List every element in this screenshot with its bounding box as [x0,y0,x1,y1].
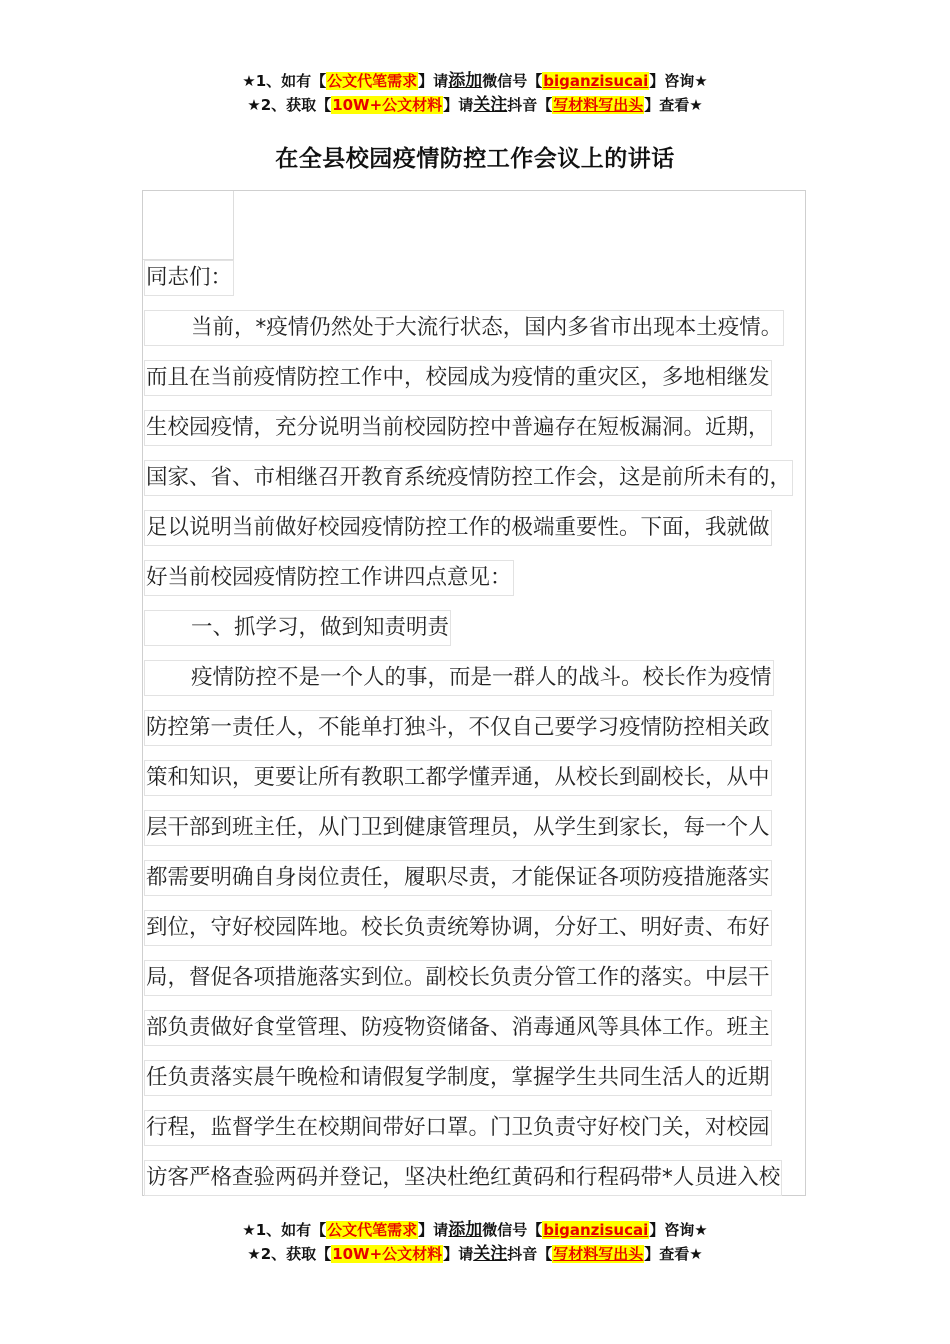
paragraph-line: 足以说明当前做好校园疫情防控工作的极端重要性。下面，我就做 [144,510,772,546]
text-line [144,1160,806,1210]
text-line [144,610,806,660]
footer-ad-highlight-materials: 10W+公文材料 [332,1245,443,1263]
text-line [144,460,806,510]
paragraph-line: 到位，守好校园阵地。校长负责统筹协调，分好工、明好责、布好 [144,910,772,946]
header-ad-wechat-id: biganzisucai [543,72,649,90]
header-ad-highlight-service: 公文代笔需求 [327,72,418,90]
paragraph-line: 访客严格查验两码并登记，坚决杜绝红黄码和行程码带*人员进入校 [144,1160,782,1196]
paragraph-line: 而且在当前疫情防控工作中，校园成为疫情的重灾区，多地相继发 [144,360,772,396]
header-ad-emphasis: 添加 [448,71,483,91]
text-line [144,810,806,860]
footer-ad-line-1 [0,1218,950,1242]
header-ad-text: 】请 [418,72,449,90]
paragraph-line: 国家、省、市相继召开教育系统疫情防控工作会，这是前所未有的， [144,460,793,496]
header-ad-highlight-materials: 10W+公文材料 [332,96,443,114]
text-line [144,860,806,910]
footer-ad-text: 微信号【 [482,1221,543,1239]
footer-ad-text: 】请 [443,1245,474,1263]
footer-ad-banner [0,1218,950,1266]
text-line [144,1060,806,1110]
footer-ad-line-2 [0,1242,950,1266]
text-line [144,760,806,810]
header-ad-text: 抖音【 [507,96,553,114]
footer-ad-text: ★1、如有【 [242,1221,327,1239]
text-line [144,410,806,460]
header-ad-text: ★2、获取【 [247,96,332,114]
footer-ad-emphasis: 添加 [448,1220,483,1240]
paragraph-line: 疫情防控不是一个人的事，而是一群人的战斗。校长作为疫情 [144,660,774,696]
paragraph-line: 任负责落实晨午晚检和请假复学制度，掌握学生共同生活人的近期 [144,1060,772,1096]
paragraph-line: 防控第一责任人，不能单打独斗，不仅自己要学习疫情防控相关政 [144,710,772,746]
header-ad-text: 】咨询★ [649,72,708,90]
paragraph-line: 部负责做好食堂管理、防疫物资储备、消毒通风等具体工作。班主 [144,1010,772,1046]
text-line [144,560,806,610]
header-ad-text: 微信号【 [482,72,543,90]
paragraph-line: 都需要明确自身岗位责任，履职尽责，才能保证各项防疫措施落实 [144,860,772,896]
text-line [144,1010,806,1060]
header-ad-text: 】请 [443,96,474,114]
paragraph-line: 当前，*疫情仍然处于大流行状态，国内多省市出现本土疫情。 [144,310,784,346]
footer-ad-text: 】咨询★ [649,1221,708,1239]
document-body [144,260,806,1210]
text-line [144,260,806,310]
footer-ad-text: ★2、获取【 [247,1245,332,1263]
header-ad-line-1 [0,69,950,93]
text-line [144,1110,806,1160]
paragraph-line: 层干部到班主任，从门卫到健康管理员，从学生到家长，每一个人 [144,810,772,846]
header-ad-douyin-account: 写材料写出头 [553,96,644,114]
header-ad-banner [0,69,950,117]
paragraph-line: 行程，监督学生在校期间带好口罩。门卫负责守好校门关，对校园 [144,1110,772,1146]
footer-ad-douyin-account: 写材料写出头 [553,1245,644,1263]
text-line [144,910,806,960]
paragraph-line: 生校园疫情，充分说明当前校园防控中普遍存在短板漏洞。近期， [144,410,772,446]
section-heading: 一、抓学习，做到知责明责 [144,610,451,646]
footer-ad-text: 抖音【 [507,1245,553,1263]
text-line [144,310,806,360]
footer-ad-highlight-service: 公文代笔需求 [327,1221,418,1239]
paragraph-line: 局，督促各项措施落实到位。副校长负责分管工作的落实。中层干 [144,960,772,996]
header-ad-emphasis: 关注 [473,95,508,115]
header-ad-text: 】查看★ [644,96,703,114]
footer-ad-text: 】查看★ [644,1245,703,1263]
document-title: 在全县校园疫情防控工作会议上的讲话 [275,146,675,172]
paragraph-line: 策和知识，更要让所有教职工都学懂弄通，从校长到副校长，从中 [144,760,772,796]
text-line [144,960,806,1010]
text-line [144,660,806,710]
text-line [144,710,806,760]
salutation: 同志们： [144,260,234,296]
paragraph-line: 好当前校园疫情防控工作讲四点意见： [144,560,514,596]
footer-ad-wechat-id: biganzisucai [543,1221,649,1239]
text-line [144,360,806,410]
header-ad-text: ★1、如有【 [242,72,327,90]
footer-ad-text: 】请 [418,1221,449,1239]
text-line [144,510,806,560]
footer-ad-emphasis: 关注 [473,1244,508,1264]
header-ad-line-2 [0,93,950,117]
